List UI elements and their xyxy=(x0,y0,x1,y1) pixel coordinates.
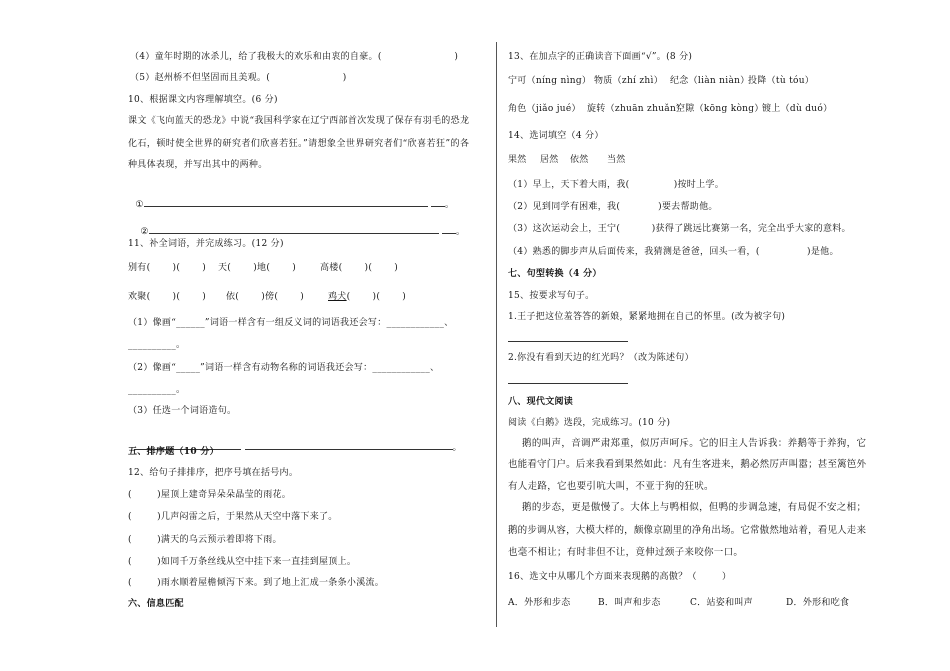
answer-line xyxy=(245,440,453,450)
q16-title: 16、选文中从哪几个方面来表现鹅的高傲？（ ） xyxy=(508,572,732,582)
q11-word-6-head: 鸡犬 xyxy=(328,292,347,302)
answer-line-short xyxy=(442,224,456,234)
q13-item: 纪念（liàn niàn） xyxy=(670,76,750,86)
q14-item: （4）熟悉的脚步声从后面传来，我猜测是爸爸，回头一看，( )是他。 xyxy=(508,247,839,257)
q10-text-line-2: 化石，顿时使全世界的研究者们欣喜若狂。”请想象全世界研究者们“欣喜若狂”的各 xyxy=(128,139,469,149)
answer-line xyxy=(144,197,428,207)
passage-line: 也毫不相让；有时非但不让，竟伸过颈子来咬你一口。 xyxy=(508,547,744,558)
q12-item: ( )几声闷雷之后，于果然从天空中落下来了。 xyxy=(128,512,338,522)
passage-line: 鹅的步调从容，大模大样的，颇像京剧里的净角出场。它常傲然地站着，看见人走来 xyxy=(508,525,866,536)
q15-item-2: 2.你没有看到天边的红光吗？（改为陈述句） xyxy=(508,353,694,363)
q13-item: 宁可（níng nìng） xyxy=(508,76,592,86)
q11-sub-2: （2）像画“_____”词语一样含有动物名称的词语我还会写：____________、 xyxy=(128,363,440,373)
q10-title: 10、根据课文内容理解填空。(6 分) xyxy=(128,95,278,105)
q14-item: （3）这次运动会上，王宁( )获得了跳远比赛第一名，完全出乎大家的意料。 xyxy=(508,224,851,234)
q11-word-1: 别有( )( ) xyxy=(128,263,207,273)
q13-item: 角色（jiǎo jué） xyxy=(508,104,581,114)
q14-item: （2）见到同学有困难，我( )要去帮助他。 xyxy=(508,202,718,212)
q11-word-6 xyxy=(328,291,406,303)
column-divider xyxy=(496,42,497,627)
q16-option-d: D．外形和吃食 xyxy=(786,598,850,608)
q11-sub-1: （1）像画“______”词语一样含有一组反义词的词语我还会写：____________、 xyxy=(128,318,454,328)
section-7-title: 七、句型转换（4 分） xyxy=(508,269,602,279)
q14-word: 果然 xyxy=(508,155,527,165)
q15-item-1: 1.王子把这位羞答答的新娘，紧紧地拥在自己的怀里。(改为被字句) xyxy=(508,312,786,322)
q11-word-2: 天( )地( ) xyxy=(218,263,297,273)
q11-sub-2-cont: __________。 xyxy=(128,385,186,395)
q9-item-5: （5）赵州桥不但坚固而且美观。( ) xyxy=(130,73,347,83)
answer-end: 。 xyxy=(444,200,455,210)
q13-item: 物质（zhí zhì） xyxy=(594,76,663,86)
q12-item: ( )满天的乌云预示着即将下雨。 xyxy=(128,535,282,545)
q13-item: 镀上（dù duó） xyxy=(762,104,833,114)
q11-word-5: 依( )傍( ) xyxy=(226,292,305,302)
q11-title: 11、补全词语，并完成练习。(12 分) xyxy=(128,239,284,249)
answer-end: 。 xyxy=(455,227,466,237)
q11-word-6-blanks: ( )( ) xyxy=(346,292,407,302)
q13-item: 空隙（kōng kòng） xyxy=(676,104,764,114)
answer-line-short xyxy=(431,197,445,207)
passage-line: 鹅的步态，更是傲慢了。大体上与鸭相似，但鸭的步调急速，有局促不安之相； xyxy=(522,502,866,513)
q14-title: 14、选词填空（4 分） xyxy=(508,131,604,141)
q10-text-line-3: 种具体表现，并写出其中的两种。 xyxy=(128,160,268,170)
q16-option-a: A．外形和步态 xyxy=(508,598,571,608)
answer-line xyxy=(149,224,439,234)
passage-line: 也能看守门户。后来我看到果然如此：凡有生客进来，鹅必然厉声叫嚣；甚至篱笆外 xyxy=(508,459,866,470)
passage-line: 有人走路，它也要引吭大叫，不亚于狗的狂吠。 xyxy=(508,481,714,492)
reading-intro: 阅读《白鹅》选段，完成练习。(10 分) xyxy=(508,418,671,428)
answer-label: ① xyxy=(135,200,144,210)
q12-item: ( )屋顶上建奇异朵朵晶莹的雨花。 xyxy=(128,490,292,500)
section-6-title: 六、信息匹配 xyxy=(128,599,184,609)
q14-item: （1）早上，天下着大雨，我( )按时上学。 xyxy=(508,180,725,190)
q11-word-3: 高楼( )( ) xyxy=(320,263,399,273)
q10-answer-2 xyxy=(134,212,465,238)
q11-sub-3: （3）任选一个词语造句。 xyxy=(128,406,237,416)
q15-title: 15、按要求写句子。 xyxy=(508,291,595,301)
q11-word-4: 欢聚( )( ) xyxy=(128,292,207,302)
q11-sub-1-cont: __________。 xyxy=(128,340,186,350)
q13-title: 13、在加点字的正确读音下面画“√”。(8 分) xyxy=(508,52,693,62)
q12-title: 12、给句子排排序，把序号填在括号内。 xyxy=(128,468,299,478)
q16-option-b: B．叫声和步态 xyxy=(598,598,661,608)
q10-text-line-1: 课文《飞向蓝天的恐龙》中说“我国科学家在辽宁西部首次发现了保存有羽毛的恐龙 xyxy=(128,116,469,126)
q14-word: 当然 xyxy=(607,155,626,165)
q9-item-4: （4）童年时期的冰杀儿，给了我极大的欢乐和由衷的自豪。( ) xyxy=(130,52,459,62)
section-5-title: 五、排序题（10 分） xyxy=(128,447,219,457)
q15-answer-line-1 xyxy=(508,341,628,342)
answer-label: ② xyxy=(140,227,149,237)
q10-answer-1 xyxy=(129,185,454,211)
section-8-title: 八、现代文阅读 xyxy=(508,397,574,407)
q15-answer-line-2 xyxy=(508,383,628,384)
answer-end: 。 xyxy=(452,443,462,453)
q16-option-c: C．站姿和叫声 xyxy=(690,598,753,608)
q12-item: ( )雨水顺着屋檐倾泻下来。到了地上汇成一条条小溪流。 xyxy=(128,578,385,588)
q12-item: ( )如同千万条丝线从空中挂下来一直挂到屋顶上。 xyxy=(128,557,357,567)
q13-item: 旋转（zhuān zhuǎn） xyxy=(587,104,686,114)
q13-item: 投降（tù tóu） xyxy=(748,76,815,86)
passage-line: 鹅的叫声，音调严肃郑重，似厉声呵斥。它的旧主人告诉我：养鹅等于养狗，它 xyxy=(522,438,866,449)
q14-word: 居然 xyxy=(540,155,559,165)
q14-word: 依然 xyxy=(570,155,589,165)
